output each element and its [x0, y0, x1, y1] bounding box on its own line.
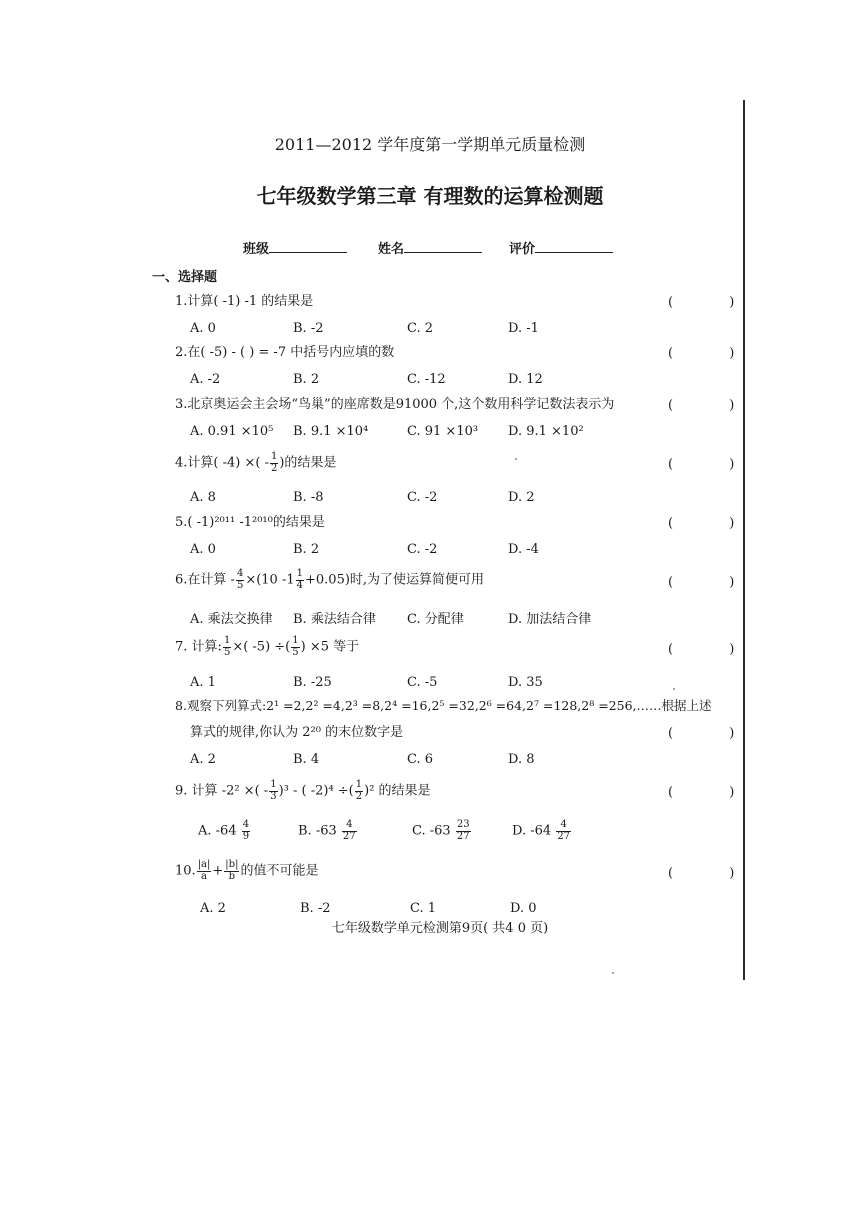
q4-option-d[interactable]: D. 2	[508, 490, 535, 505]
grade-blank[interactable]	[535, 240, 613, 253]
answer-paren-5[interactable]: ( )	[668, 516, 761, 531]
fraction: $\frac{1}{5}$	[223, 635, 231, 658]
question-1: 1.计算( -1) -1 的结果是	[175, 294, 314, 309]
q4-option-b[interactable]: B. -8	[293, 490, 324, 505]
q1-option-a[interactable]: A. 0	[190, 321, 216, 336]
q2-option-c[interactable]: C. -12	[407, 372, 446, 387]
answer-paren-8[interactable]: ( )	[668, 726, 761, 741]
class-field[interactable]	[243, 238, 347, 257]
q5-option-b[interactable]: B. 2	[293, 542, 320, 557]
q6-option-c[interactable]: C. 分配律	[407, 612, 464, 627]
question-3: 3.北京奥运会主会场“鸟巢”的座席数是91000 个,这个数用科学记数法表示为	[175, 397, 615, 412]
page-footer: 七年级数学单元检测第9页( 共4 0 页)	[331, 921, 549, 936]
answer-paren-1[interactable]: ( )	[668, 295, 761, 310]
section-title: 一、选择题	[152, 270, 218, 285]
q3-option-c[interactable]: C. 91 ×10³	[407, 424, 479, 439]
q10-option-b[interactable]: B. -2	[300, 901, 331, 916]
scan-speck	[612, 972, 614, 974]
name-blank[interactable]	[404, 240, 482, 253]
grade-label: 评价	[509, 242, 536, 257]
question-8: 8.观察下列算式:2¹ =2,2² =4,2³ =8,2⁴ =16,2⁵ =32,2⁶ =64,2⁷ =128,2⁸ =256,……根据上述	[175, 698, 712, 713]
q9-option-a[interactable]: A. -64 $\frac{4}{9}$	[198, 819, 250, 842]
question-5: 5.( -1)²⁰¹¹ -1²⁰¹⁰的结果是	[175, 515, 325, 530]
q10-option-c[interactable]: C. 1	[410, 901, 437, 916]
question-7: 7. 计算: $\frac{1}{5}$ ×( -5) ÷( $\frac{1}{5}$ ) ×5 等于	[175, 635, 360, 658]
q7-option-a[interactable]: A. 1	[190, 675, 216, 690]
fraction: $\frac{4}{5}$	[236, 568, 244, 591]
question-8-line2: 算式的规律,你认为 2²⁰ 的末位数字是	[190, 725, 404, 740]
q9-option-d[interactable]: D. -64 $\frac{4}{27}$	[512, 819, 571, 842]
q9-option-b[interactable]: B. -63 $\frac{4}{27}$	[298, 819, 356, 842]
question-2: 2.在( -5) - ( ) = -7 中括号内应填的数	[175, 345, 395, 360]
fraction: $\frac{|a|}{a}$	[197, 859, 211, 882]
name-label: 姓名	[378, 242, 405, 257]
exam-header: 2011—2012 学年度第一学期单元质量检测	[274, 135, 586, 154]
q7-option-b[interactable]: B. -25	[293, 675, 332, 690]
q2-option-a[interactable]: A. -2	[190, 372, 221, 387]
q8-option-b[interactable]: B. 4	[293, 752, 320, 767]
answer-paren-9[interactable]: ( )	[668, 785, 761, 800]
q10-option-d[interactable]: D. 0	[510, 901, 537, 916]
question-6: 6.在计算 - $\frac{4}{5}$ ×(10 -1 $\frac{1}{4}$ +0.05)时,为了使运算简便可用	[175, 568, 485, 591]
scan-speck	[515, 458, 517, 460]
q7-option-d[interactable]: D. 35	[508, 675, 543, 690]
fraction: $\frac{1}{3}$	[270, 779, 277, 802]
exam-title: 七年级数学第三章 有理数的运算检测题	[256, 184, 604, 208]
q5-option-c[interactable]: C. -2	[407, 542, 438, 557]
q4-option-a[interactable]: A. 8	[190, 490, 216, 505]
fraction: $\frac{1}{2}$	[270, 451, 278, 474]
q8-option-d[interactable]: D. 8	[508, 752, 535, 767]
q3-option-d[interactable]: D. 9.1 ×10²	[508, 424, 584, 439]
q9-option-c[interactable]: C. -63 $\frac{23}{27}$	[412, 819, 470, 842]
q8-option-a[interactable]: A. 2	[190, 752, 216, 767]
q3-option-b[interactable]: B. 9.1 ×10⁴	[293, 424, 369, 439]
name-field[interactable]	[378, 238, 482, 257]
q2-option-b[interactable]: B. 2	[293, 372, 320, 387]
q2-option-d[interactable]: D. 12	[508, 372, 543, 387]
answer-paren-7[interactable]: ( )	[668, 642, 761, 657]
answer-paren-2[interactable]: ( )	[668, 346, 761, 361]
q8-option-c[interactable]: C. 6	[407, 752, 434, 767]
answer-paren-3[interactable]: ( )	[668, 398, 761, 413]
q6-option-b[interactable]: B. 乘法结合律	[293, 612, 376, 627]
q3-option-a[interactable]: A. 0.91 ×10⁵	[190, 424, 274, 439]
q5-option-d[interactable]: D. -4	[508, 542, 539, 557]
q1-option-d[interactable]: D. -1	[508, 321, 539, 336]
fraction: $\frac{|b|}{b}$	[225, 859, 239, 882]
grade-field[interactable]	[509, 238, 613, 257]
fraction: $\frac{1}{5}$	[292, 635, 299, 658]
question-10: 10. $\frac{|a|}{a}$ + $\frac{|b|}{b}$ 的值不可能是	[175, 859, 319, 882]
fraction: $\frac{1}{2}$	[355, 779, 363, 802]
q1-option-c[interactable]: C. 2	[407, 321, 434, 336]
q7-option-c[interactable]: C. -5	[407, 675, 438, 690]
question-9: 9. 计算 -2² ×( - $\frac{1}{3}$ )³ - ( -2)⁴ ÷( $\frac{1}{2}$ )² 的结果是	[175, 779, 431, 802]
class-label: 班级	[243, 242, 270, 257]
answer-paren-6[interactable]: ( )	[668, 575, 761, 590]
class-blank[interactable]	[269, 240, 347, 253]
q6-option-a[interactable]: A. 乘法交换律	[190, 612, 273, 627]
q4-option-c[interactable]: C. -2	[407, 490, 438, 505]
scan-edge-line	[743, 100, 745, 980]
q6-option-d[interactable]: D. 加法结合律	[508, 612, 592, 627]
scan-speck	[673, 688, 675, 690]
fraction: $\frac{1}{4}$	[296, 568, 303, 591]
q5-option-a[interactable]: A. 0	[190, 542, 216, 557]
q10-option-a[interactable]: A. 2	[200, 901, 226, 916]
answer-paren-4[interactable]: ( )	[668, 457, 761, 472]
q1-option-b[interactable]: B. -2	[293, 321, 324, 336]
question-4: 4.计算( -4) ×( - $\frac{1}{2}$ )的结果是	[175, 451, 337, 474]
answer-paren-10[interactable]: ( )	[668, 866, 761, 881]
